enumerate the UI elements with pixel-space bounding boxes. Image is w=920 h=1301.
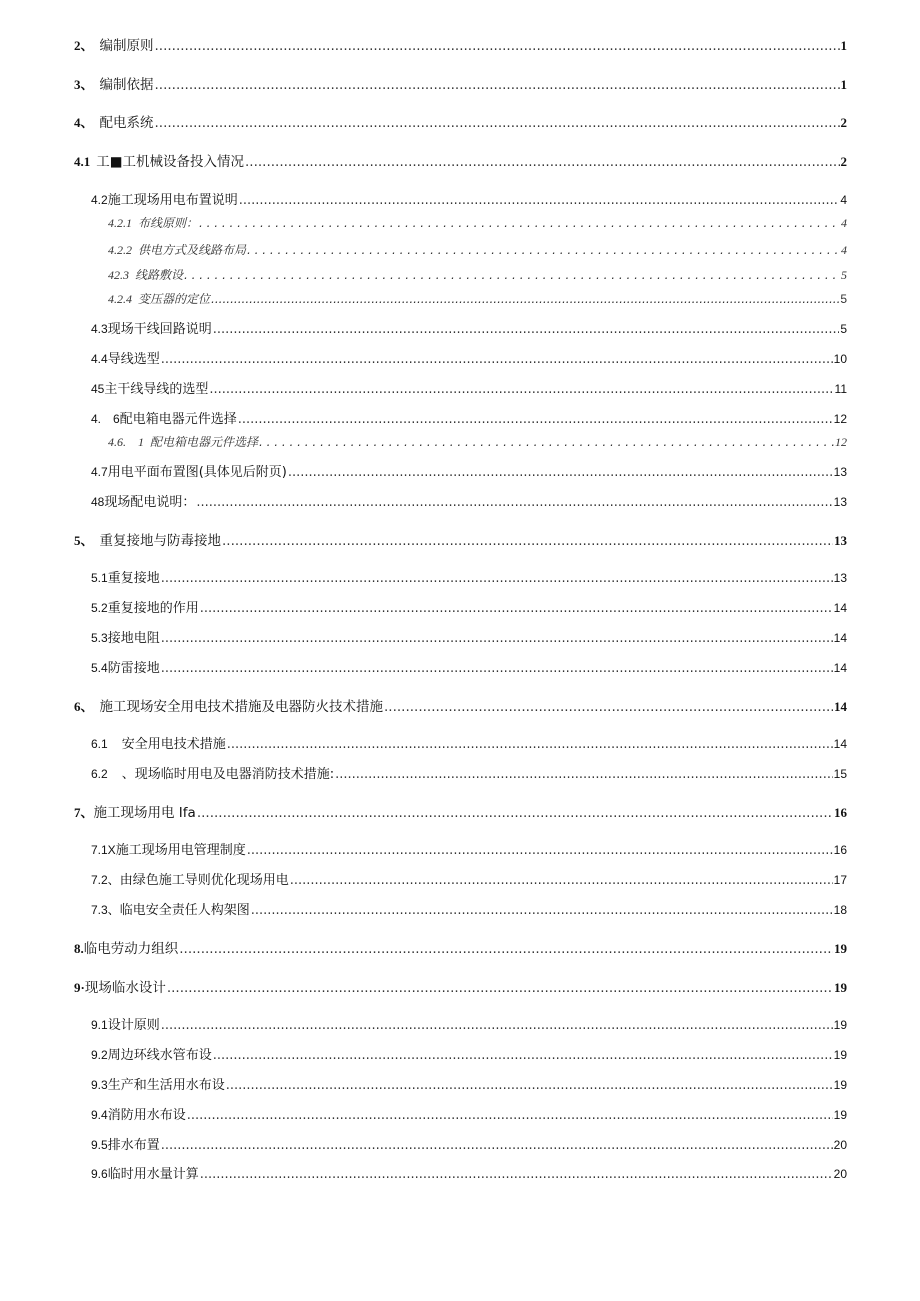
- dot-leader: [288, 465, 833, 480]
- toc-page: 13: [834, 533, 847, 548]
- toc-number: 4、: [74, 115, 94, 130]
- toc-entry-4-2-2[interactable]: [108, 241, 847, 258]
- toc-number: 9.2: [91, 1048, 108, 1062]
- toc-number: 9.6: [91, 1167, 108, 1181]
- toc-title: 安全用电技术措施: [121, 737, 226, 752]
- toc-number: 8.: [74, 941, 84, 956]
- toc-number: 7.3、: [91, 903, 120, 917]
- toc-entry-5[interactable]: [74, 529, 847, 549]
- toc-page: 5: [841, 268, 847, 282]
- toc-entry-4-5[interactable]: [91, 378, 847, 397]
- toc-title: 临电劳动力组织: [83, 941, 179, 957]
- toc-page: 13: [833, 571, 847, 585]
- toc-entry-3[interactable]: [74, 73, 847, 93]
- toc-entry-7-1[interactable]: [91, 839, 847, 858]
- toc-entry-9-1[interactable]: [91, 1014, 847, 1033]
- dot-leader: [247, 843, 833, 858]
- toc-entry-9[interactable]: [74, 976, 847, 996]
- dot-leader: [335, 767, 833, 782]
- dot-leader: [222, 533, 833, 549]
- toc-title: 消防用水布设: [107, 1108, 186, 1123]
- toc-title: 变压器的定位: [138, 292, 211, 306]
- toc-page: 20: [833, 1167, 847, 1181]
- toc-number: 45: [91, 382, 105, 396]
- dot-leader: [161, 1138, 833, 1153]
- toc-entry-4-2-3[interactable]: [108, 266, 847, 283]
- toc-entry-5-4[interactable]: [91, 657, 847, 676]
- toc-title: 由绿色施工导则优化现场用电: [119, 873, 289, 888]
- toc-entry-4-8[interactable]: [91, 491, 847, 510]
- toc-page: 19: [833, 1018, 847, 1032]
- toc-page: 1: [840, 77, 847, 92]
- toc-entry-9-6[interactable]: [91, 1163, 847, 1182]
- toc-page: 4: [841, 216, 847, 230]
- toc-title: 现场干线回路说明: [107, 322, 212, 337]
- toc-entry-7-3[interactable]: [91, 899, 847, 918]
- toc-entry-8[interactable]: [74, 937, 847, 957]
- toc-page: 4: [841, 243, 847, 257]
- toc-title: 重复接地与防毒接地: [99, 533, 222, 549]
- toc-page: 14: [833, 737, 847, 751]
- toc-entry-9-3[interactable]: [91, 1074, 847, 1093]
- dot-leader: [167, 980, 833, 996]
- toc-page: 19: [834, 941, 847, 956]
- toc-title: 配电箱电器元件选择: [119, 412, 237, 427]
- dot-leader: [200, 601, 833, 616]
- toc-number: 4. 6: [91, 412, 120, 426]
- toc-number: 6、: [74, 699, 94, 714]
- toc-title: 防雷接地: [107, 661, 160, 676]
- toc-number: 4.2.1: [108, 216, 132, 230]
- toc-number: 7.1X: [91, 843, 116, 857]
- toc-title: 临电安全责任人构架图: [119, 903, 250, 918]
- toc-entry-4-4[interactable]: [91, 348, 847, 367]
- toc-number: 42.3: [108, 268, 129, 282]
- dot-leader: [197, 805, 833, 821]
- toc-number: 6.1: [91, 737, 108, 751]
- toc-page: 19: [834, 980, 847, 995]
- toc-title: 主干线导线的选型: [104, 382, 209, 397]
- toc-page: 11: [834, 382, 847, 396]
- toc-title: 布线原则：: [138, 216, 199, 230]
- toc-page: 12: [835, 435, 847, 449]
- toc-entry-7[interactable]: [74, 801, 847, 821]
- toc-title: 导线选型: [107, 352, 160, 367]
- toc-page: 16: [833, 843, 847, 857]
- toc-title: 线路敷设: [135, 268, 184, 282]
- toc-number: 6.2: [91, 767, 108, 781]
- dot-leader: [187, 1108, 833, 1123]
- dot-leader: [226, 1078, 833, 1093]
- dot-leader: [196, 495, 832, 510]
- toc-page: 1: [840, 38, 847, 53]
- toc-title: 重复接地: [107, 571, 160, 586]
- dot-leader: [179, 941, 833, 957]
- toc-page: 20: [833, 1138, 847, 1152]
- toc-number: 4.7: [91, 465, 108, 479]
- toc-title: 施工现场用电布置说明: [107, 193, 238, 208]
- dot-leader: [161, 631, 833, 646]
- toc-title: 现场临水设计: [84, 980, 166, 996]
- toc-page: 14: [833, 601, 847, 615]
- toc-page: 13: [833, 495, 847, 509]
- dot-leader: [161, 1018, 833, 1033]
- toc-entry-9-4[interactable]: [91, 1104, 847, 1123]
- toc-entry-9-2[interactable]: [91, 1044, 847, 1063]
- toc-number: 5.1: [91, 571, 108, 585]
- toc-number: 9.5: [91, 1138, 108, 1152]
- toc-page: 5: [840, 322, 847, 336]
- toc-page: 19: [833, 1108, 847, 1122]
- dot-leader: [290, 873, 833, 888]
- dot-leader: [161, 571, 833, 586]
- toc-title: 施工现场安全用电技术措施及电器防火技术措施: [99, 699, 384, 715]
- dot-leader: [213, 1048, 833, 1063]
- toc-title: 生产和生活用水布设: [107, 1078, 225, 1093]
- toc-title: 供电方式及线路布局: [138, 243, 247, 257]
- toc-number: 5、: [74, 533, 94, 548]
- toc-title: 周边环线水管布设: [107, 1048, 212, 1063]
- dot-leader: [184, 268, 840, 282]
- toc-entry-4-2-1[interactable]: [108, 214, 847, 231]
- toc-number: 7.2、: [91, 873, 120, 887]
- toc-entry-4-6[interactable]: [91, 408, 847, 427]
- toc-number: 3、: [74, 77, 94, 92]
- toc-entry-6[interactable]: [74, 695, 847, 715]
- toc-page: 16: [834, 805, 847, 820]
- toc-title: 重复接地的作用: [107, 601, 199, 616]
- dot-leader: [227, 737, 833, 752]
- dot-leader: [209, 382, 833, 397]
- toc-number: 9·: [74, 980, 85, 995]
- toc-entry-2[interactable]: [74, 34, 847, 54]
- toc-title: 设计原则: [107, 1018, 160, 1033]
- toc-entry-4-7[interactable]: [91, 461, 847, 480]
- dot-leader: [155, 77, 840, 93]
- toc-entry-4[interactable]: [74, 111, 847, 131]
- dot-leader: [155, 38, 840, 54]
- toc-page: 17: [833, 873, 847, 887]
- toc-number: 4.3: [91, 322, 108, 336]
- toc-number: 4.2: [91, 193, 108, 207]
- toc-page: 5: [840, 292, 847, 306]
- toc-number: 9.3: [91, 1078, 108, 1092]
- toc-entry-5-3[interactable]: [91, 627, 847, 646]
- dot-leader: [213, 322, 840, 337]
- toc-title: 配电箱电器元件选择: [150, 435, 259, 449]
- toc-entry-5-1[interactable]: [91, 567, 847, 586]
- toc-page: 15: [833, 767, 847, 781]
- toc-page: 14: [834, 699, 847, 714]
- toc-entry-7-2[interactable]: [91, 869, 847, 888]
- toc-number: 7、: [74, 805, 94, 820]
- toc-entry-4-6-1[interactable]: [108, 433, 847, 450]
- toc-page: 13: [833, 465, 847, 479]
- toc-page: 18: [833, 903, 847, 917]
- toc-page: 14: [833, 661, 847, 675]
- toc-number: 9.4: [91, 1108, 108, 1122]
- dot-leader: [161, 352, 833, 367]
- dot-leader: [251, 903, 833, 918]
- dot-leader: [247, 243, 840, 257]
- toc-number: 5.2: [91, 601, 108, 615]
- toc-page: 10: [833, 352, 847, 366]
- toc-title: 配电系统: [99, 115, 154, 131]
- dot-leader: [155, 115, 840, 131]
- dot-leader: [211, 292, 839, 306]
- toc-title: 、现场临时用电及电器消防技术措施:: [121, 767, 335, 782]
- toc-number: 9.1: [91, 1018, 108, 1032]
- toc-number: 4.4: [91, 352, 108, 366]
- toc-number: 4.2.2: [108, 243, 132, 257]
- toc-title: 工■工机械设备投入情况: [96, 154, 245, 170]
- toc-page: 4: [840, 193, 847, 207]
- toc-page: 2: [840, 154, 847, 169]
- toc-entry-4-1[interactable]: [74, 150, 847, 170]
- toc-number: 4.2.4: [108, 292, 132, 306]
- dot-leader: [245, 154, 839, 170]
- toc-entry-5-2[interactable]: [91, 597, 847, 616]
- toc-number: 5.3: [91, 631, 108, 645]
- dot-leader: [238, 412, 833, 427]
- toc-page: 2: [840, 115, 847, 130]
- toc-title: 排水布置: [107, 1138, 160, 1153]
- toc-title: 临时用水量计算: [107, 1167, 199, 1182]
- dot-leader: [161, 661, 833, 676]
- toc-entry-4-2[interactable]: [91, 189, 847, 208]
- toc-number: 4.6. 1: [108, 435, 145, 449]
- toc-title: 现场配电说明：: [104, 495, 196, 510]
- toc-entry-4-2-4[interactable]: [108, 290, 847, 307]
- toc-entry-4-3[interactable]: [91, 318, 847, 337]
- toc-number: 5.4: [91, 661, 108, 675]
- toc-title: 施工现场用电管理制度: [115, 843, 246, 858]
- toc-number: 48: [91, 495, 105, 509]
- toc-page: 14: [833, 631, 847, 645]
- toc-title: 编制原则: [99, 38, 154, 54]
- toc-entry-9-5[interactable]: [91, 1134, 847, 1153]
- dot-leader: [384, 699, 833, 715]
- toc-page: 12: [833, 412, 847, 426]
- toc-title: 施工现场用电 Ifa: [93, 805, 196, 821]
- dot-leader: [200, 1167, 833, 1182]
- toc-title: 用电平面布置图(具体见后附页): [107, 465, 287, 480]
- toc-page: 19: [833, 1078, 847, 1092]
- dot-leader: [239, 193, 840, 208]
- toc-number: 4.1: [74, 154, 91, 169]
- toc-title: 接地电阻: [107, 631, 160, 646]
- toc-entry-6-2[interactable]: [91, 763, 847, 782]
- toc-page: 19: [833, 1048, 847, 1062]
- dot-leader: [259, 435, 834, 449]
- toc-number: 2、: [74, 38, 94, 53]
- toc-title: 编制依据: [99, 77, 154, 93]
- dot-leader: [199, 216, 840, 230]
- toc-entry-6-1[interactable]: [91, 733, 847, 752]
